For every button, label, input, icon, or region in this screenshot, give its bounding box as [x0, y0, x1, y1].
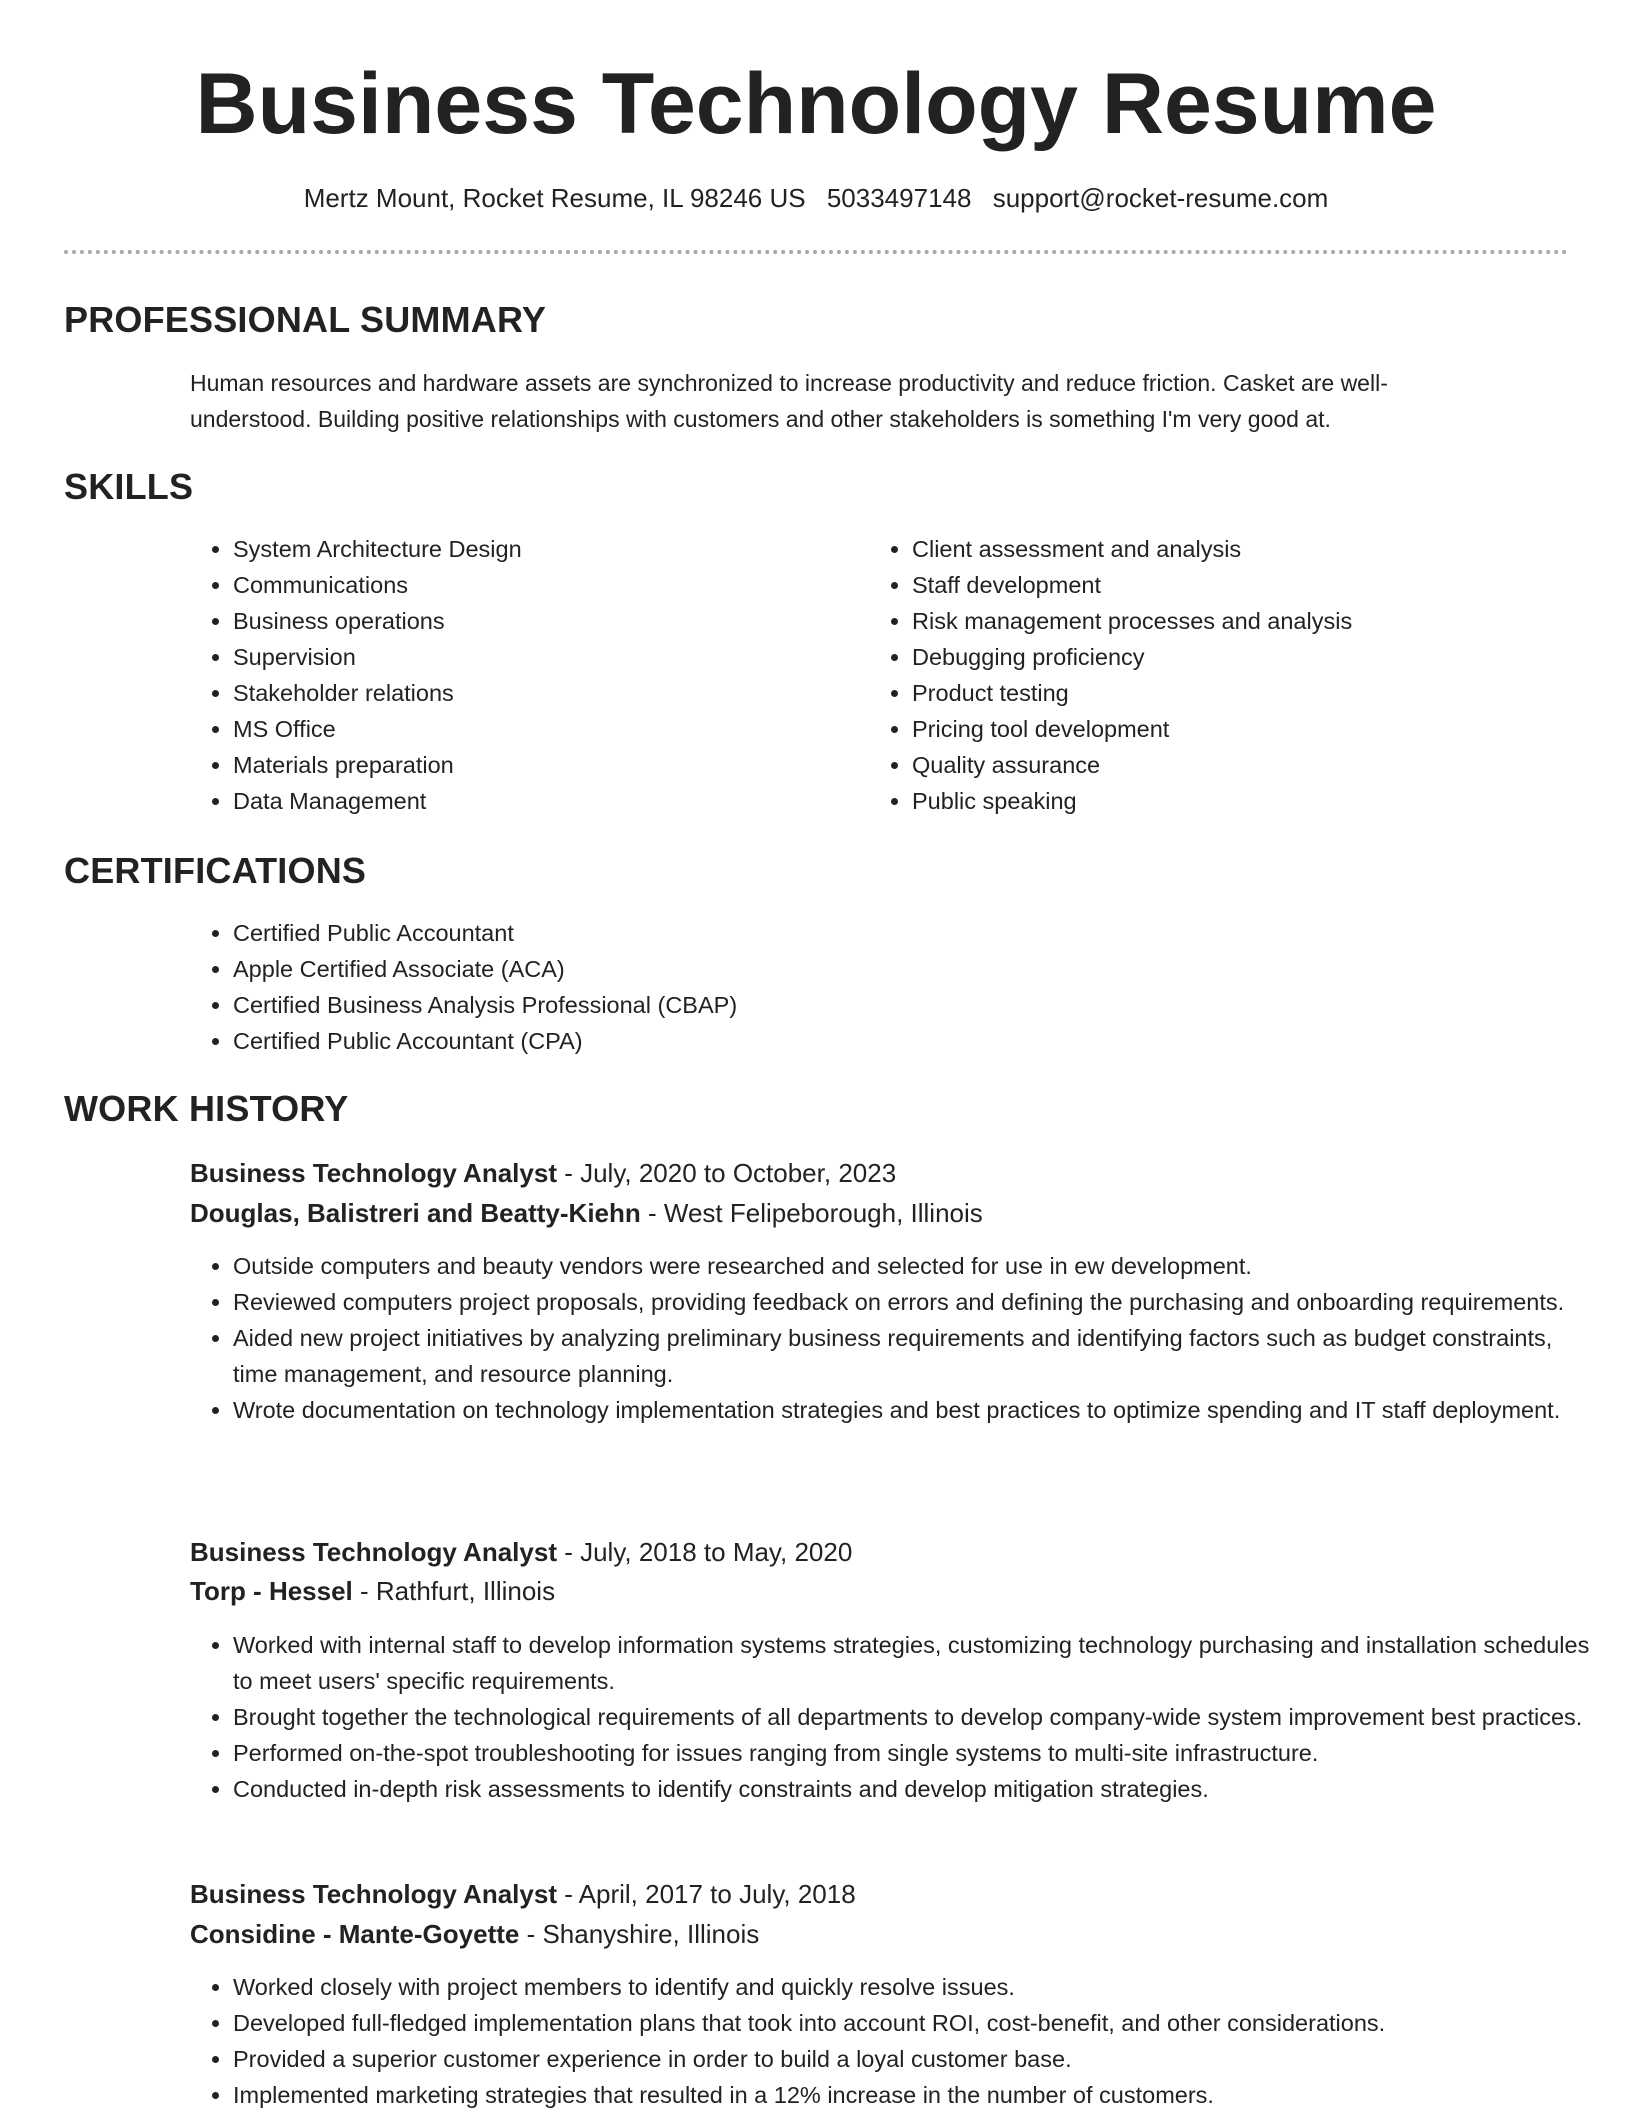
job-company-line [190, 1573, 555, 1609]
job-bullet: • Outside computers and beauty vendors were researched and selected for use in ew development. [233, 1248, 1598, 1284]
job-bullet: • Wrote documentation on technology implementation strategies and best practices to optimize spending and IT staff deployment. [233, 1392, 1598, 1428]
job-company: Douglas, Balistreri and Beatty-Kiehn [190, 1198, 641, 1228]
job-dates: - April, 2017 to July, 2018 [556, 1879, 856, 1909]
job-bullets [190, 1248, 1598, 1428]
job-bullet: • Developed full-fledged implementation plans that took into account ROI, cost-benefit, and other considerations. [233, 2005, 1598, 2041]
job-company-line [190, 1195, 983, 1231]
job-bullet: • Reviewed computers project proposals, providing feedback on errors and defining the purchasing and onboarding requirements. [233, 1284, 1598, 1320]
job-bullet: • Implemented marketing strategies that resulted in a 12% increase in the number of customers. [233, 2077, 1598, 2113]
job-bullet: • Worked closely with project members to identify and quickly resolve issues. [233, 1969, 1598, 2005]
job-bullet: • Performed on-the-spot troubleshooting for issues ranging from single systems to multi-site infrastructure. [233, 1735, 1598, 1771]
skills-list-left [190, 531, 833, 819]
contact-email: support@rocket-resume.com [992, 183, 1329, 213]
job-title-line [190, 1534, 852, 1570]
skill-item: • Quality assurance [912, 747, 1552, 783]
skill-item: • Pricing tool development [912, 711, 1552, 747]
job-bullet: • Aided new project initiatives by analyzing preliminary business requirements and identifying factors such as budget constraints, time management, and resource planning. [233, 1320, 1598, 1392]
header-divider [64, 250, 1568, 254]
job-role: Business Technology Analyst [190, 1537, 557, 1567]
summary-text: Human resources and hardware assets are synchronized to increase productivity and reduce friction. Casket are well-understood. Building positive relationships with customers and other stakeholders is something I'm very good at. [190, 370, 1388, 432]
job-company-line [190, 1916, 759, 1952]
skills-heading: SKILLS [64, 466, 194, 507]
certifications-heading: CERTIFICATIONS [64, 850, 367, 891]
resume-name: Business Technology Resume [195, 56, 1437, 152]
job-bullet: • Conducted in-depth risk assessments to identify constraints and develop mitigation strategies. [233, 1771, 1598, 1807]
job-dates: - July, 2020 to October, 2023 [556, 1158, 897, 1188]
skill-item: • Supervision [233, 639, 833, 675]
skill-item: • Product testing [912, 675, 1552, 711]
certification-item: • Certified Business Analysis Professional (CBAP) [233, 987, 1533, 1023]
work-history-heading: WORK HISTORY [64, 1088, 349, 1129]
job-bullets [190, 1969, 1598, 2113]
skill-item: • Business operations [233, 603, 833, 639]
job-bullet: • Worked with internal staff to develop information systems strategies, customizing technology purchasing and installation schedules to meet users' specific requirements. [233, 1627, 1598, 1699]
skill-item: • Materials preparation [233, 747, 833, 783]
job-bullet: • Brought together the technological requirements of all departments to develop company-wide system improvement best practices. [233, 1699, 1598, 1735]
contact-phone: 5033497148 [826, 183, 972, 213]
skills-list-right [869, 531, 1552, 819]
skill-item: • Communications [233, 567, 833, 603]
job-company: Considine - Mante-Goyette [190, 1919, 520, 1949]
skill-item: • System Architecture Design [233, 531, 833, 567]
certifications-list [190, 915, 1533, 1059]
job-location: - Shanyshire, Illinois [519, 1919, 760, 1949]
certification-item: • Certified Public Accountant (CPA) [233, 1023, 1533, 1059]
skill-item: • Debugging proficiency [912, 639, 1552, 675]
job-role: Business Technology Analyst [190, 1879, 557, 1909]
skill-item: • Client assessment and analysis [912, 531, 1552, 567]
job-role: Business Technology Analyst [190, 1158, 557, 1188]
job-title-line [190, 1155, 896, 1191]
certification-item: • Apple Certified Associate (ACA) [233, 951, 1533, 987]
job-company: Torp - Hessel [190, 1576, 353, 1606]
job-title-line [190, 1876, 856, 1912]
skill-item: • Staff development [912, 567, 1552, 603]
job-bullet: • Provided a superior customer experience in order to build a loyal customer base. [233, 2041, 1598, 2077]
job-bullets [190, 1627, 1598, 1807]
skill-item: • MS Office [233, 711, 833, 747]
skill-item: • Public speaking [912, 783, 1552, 819]
job-dates: - July, 2018 to May, 2020 [556, 1537, 853, 1567]
skill-item: • Risk management processes and analysis [912, 603, 1552, 639]
contact-line [0, 182, 1632, 214]
job-location: - Rathfurt, Illinois [352, 1576, 556, 1606]
job-location: - West Felipeborough, Illinois [640, 1198, 983, 1228]
summary-heading: PROFESSIONAL SUMMARY [64, 299, 547, 340]
contact-address: Mertz Mount, Rocket Resume, IL 98246 US [303, 183, 806, 213]
skill-item: • Stakeholder relations [233, 675, 833, 711]
certification-item: • Certified Public Accountant [233, 915, 1533, 951]
skill-item: • Data Management [233, 783, 833, 819]
